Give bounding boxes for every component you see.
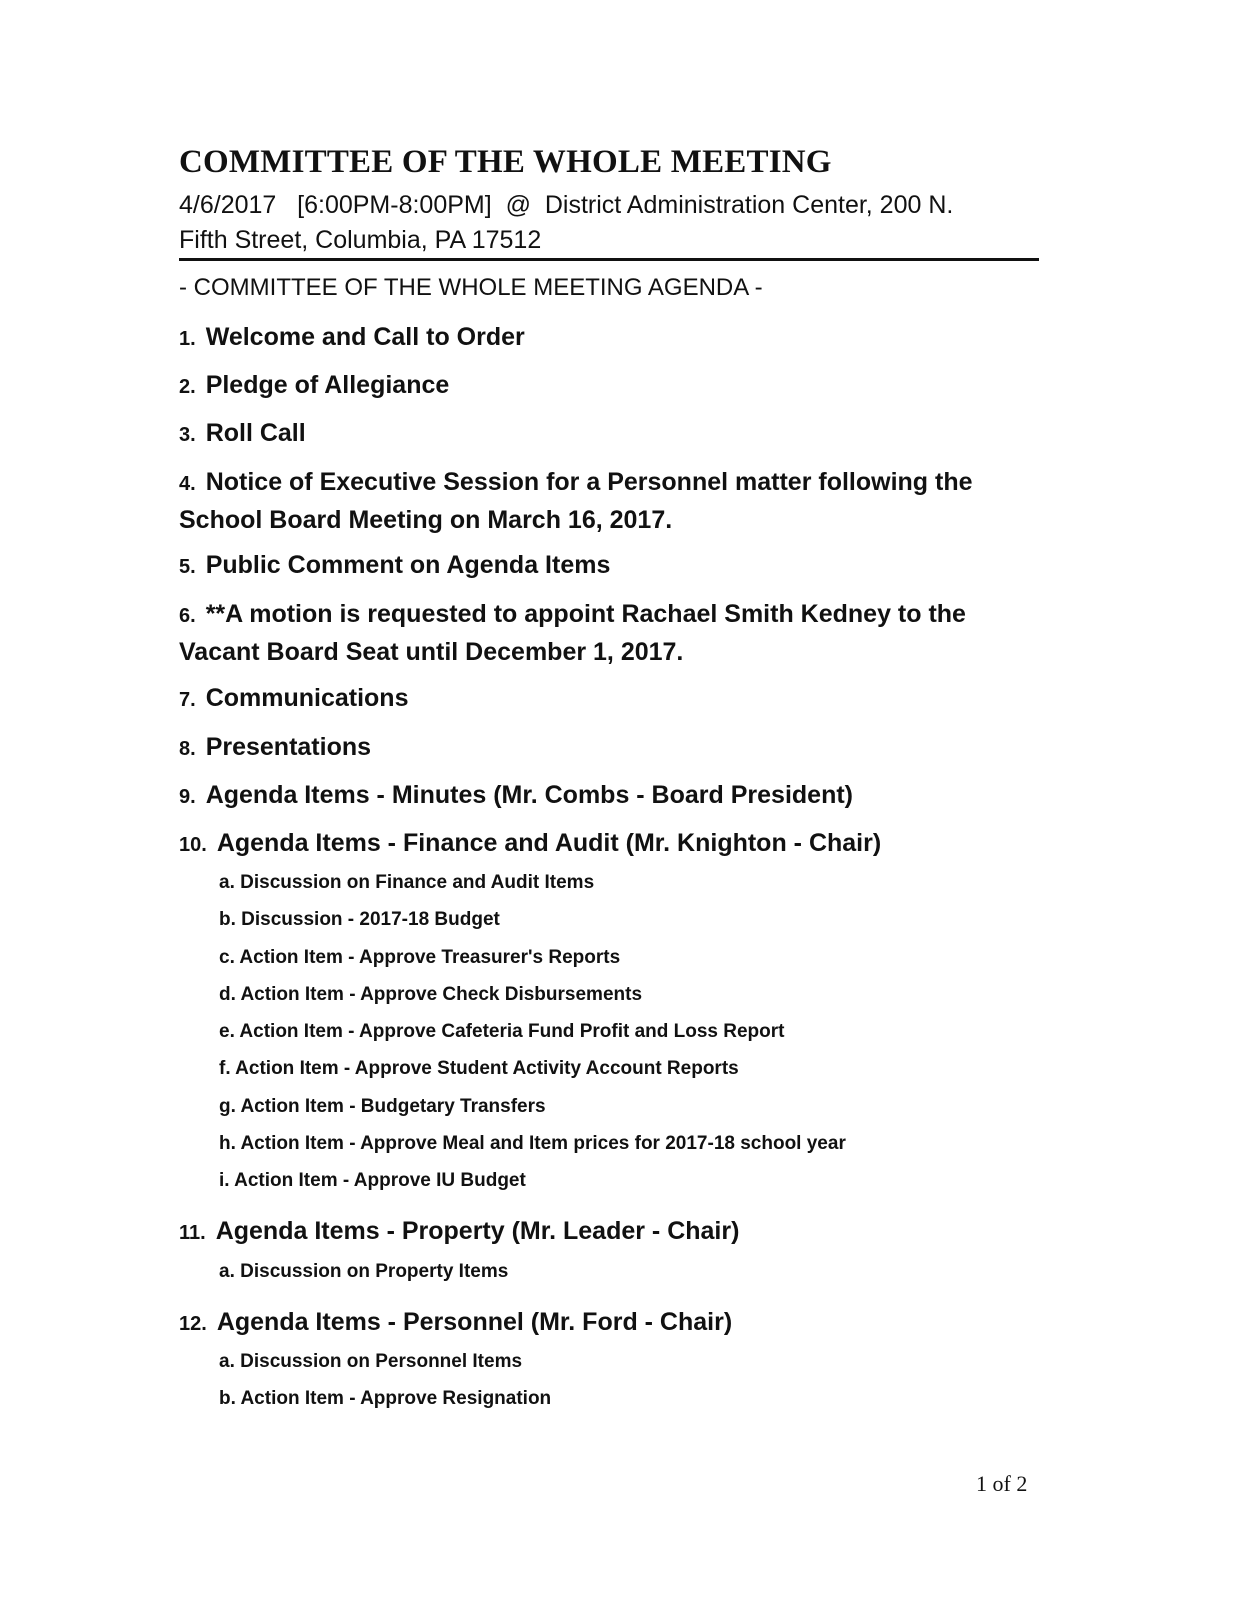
agenda-item-number: 1.	[179, 328, 196, 350]
meeting-details-line1: 4/6/2017 [6:00PM-8:00PM] @ District Administration Center, 200 N.	[179, 191, 954, 219]
finance-subitem: d. Action Item - Approve Check Disbursements	[219, 984, 643, 1005]
agenda-item-number: 12.	[179, 1313, 207, 1335]
header-divider	[179, 258, 1039, 261]
agenda-item-number: 5.	[179, 556, 196, 578]
property-subitem: a. Discussion on Property Items	[219, 1261, 509, 1282]
finance-subitem: c. Action Item - Approve Treasurer's Reports	[219, 947, 621, 968]
agenda-item-number: 3.	[179, 424, 196, 446]
agenda-item-text: Public Comment on Agenda Items	[205, 551, 611, 579]
agenda-item-4	[179, 464, 1049, 538]
finance-subitem: g. Action Item - Budgetary Transfers	[219, 1096, 546, 1117]
agenda-item-number: 6.	[179, 605, 196, 627]
agenda-item-text: Agenda Items - Finance and Audit (Mr. Knighton - Chair)	[216, 829, 882, 857]
agenda-item-number: 4.	[179, 473, 196, 495]
meeting-details-line2: Fifth Street, Columbia, PA 17512	[179, 226, 542, 254]
agenda-item-number: 7.	[179, 689, 196, 711]
meeting-details	[179, 188, 1039, 258]
personnel-subitem: b. Action Item - Approve Resignation	[219, 1388, 552, 1409]
agenda-item-text: Agenda Items - Property (Mr. Leader - Chair)	[215, 1217, 740, 1245]
finance-subitem: a. Discussion on Finance and Audit Items	[219, 872, 595, 893]
agenda-item-number: 10.	[179, 834, 207, 856]
agenda-item-number: 2.	[179, 376, 196, 398]
agenda-item-text: Roll Call	[205, 419, 306, 447]
page-title: COMMITTEE OF THE WHOLE MEETING	[179, 144, 832, 180]
agenda-item-number: 8.	[179, 738, 196, 760]
agenda-item-3	[179, 415, 1049, 453]
agenda-item-8	[179, 729, 1049, 767]
finance-subitem: i. Action Item - Approve IU Budget	[219, 1170, 526, 1191]
agenda-item-text: **A motion is requested to appoint Rachael Smith Kedney to the Vacant Board Seat until December 1, 2017.	[179, 600, 966, 666]
agenda-item-text: Agenda Items - Personnel (Mr. Ford - Chair)	[216, 1308, 733, 1336]
agenda-item-2	[179, 367, 1049, 405]
agenda-item-9	[179, 777, 1049, 815]
finance-subitem: e. Action Item - Approve Cafeteria Fund Profit and Loss Report	[219, 1021, 785, 1042]
agenda-item-5	[179, 547, 1049, 585]
agenda-item-text: Notice of Executive Session for a Personnel matter following the School Board Meeting on March 16, 2017.	[179, 468, 973, 534]
agenda-item-11	[179, 1213, 1049, 1251]
agenda-item-number: 9.	[179, 786, 196, 808]
agenda-item-6	[179, 596, 1049, 670]
finance-subitem: f. Action Item - Approve Student Activity Account Reports	[219, 1058, 739, 1079]
finance-subitem: h. Action Item - Approve Meal and Item prices for 2017-18 school year	[219, 1133, 846, 1154]
agenda-item-1	[179, 319, 1049, 357]
page-number: 1 of 2	[976, 1471, 1028, 1496]
agenda-item-text: Agenda Items - Minutes (Mr. Combs - Board President)	[205, 781, 853, 809]
agenda-item-text: Pledge of Allegiance	[205, 371, 450, 399]
agenda-item-text: Presentations	[205, 733, 372, 761]
finance-subitem: b. Discussion - 2017-18 Budget	[219, 909, 500, 930]
agenda-item-7	[179, 680, 1049, 718]
agenda-item-text: Communications	[205, 684, 409, 712]
agenda-item-12	[179, 1304, 1049, 1342]
agenda-item-text: Welcome and Call to Order	[205, 323, 525, 351]
agenda-heading: - COMMITTEE OF THE WHOLE MEETING AGENDA -	[179, 274, 763, 301]
agenda-item-10	[179, 825, 1049, 863]
agenda-item-number: 11.	[179, 1222, 206, 1244]
personnel-subitem: a. Discussion on Personnel Items	[219, 1351, 523, 1372]
